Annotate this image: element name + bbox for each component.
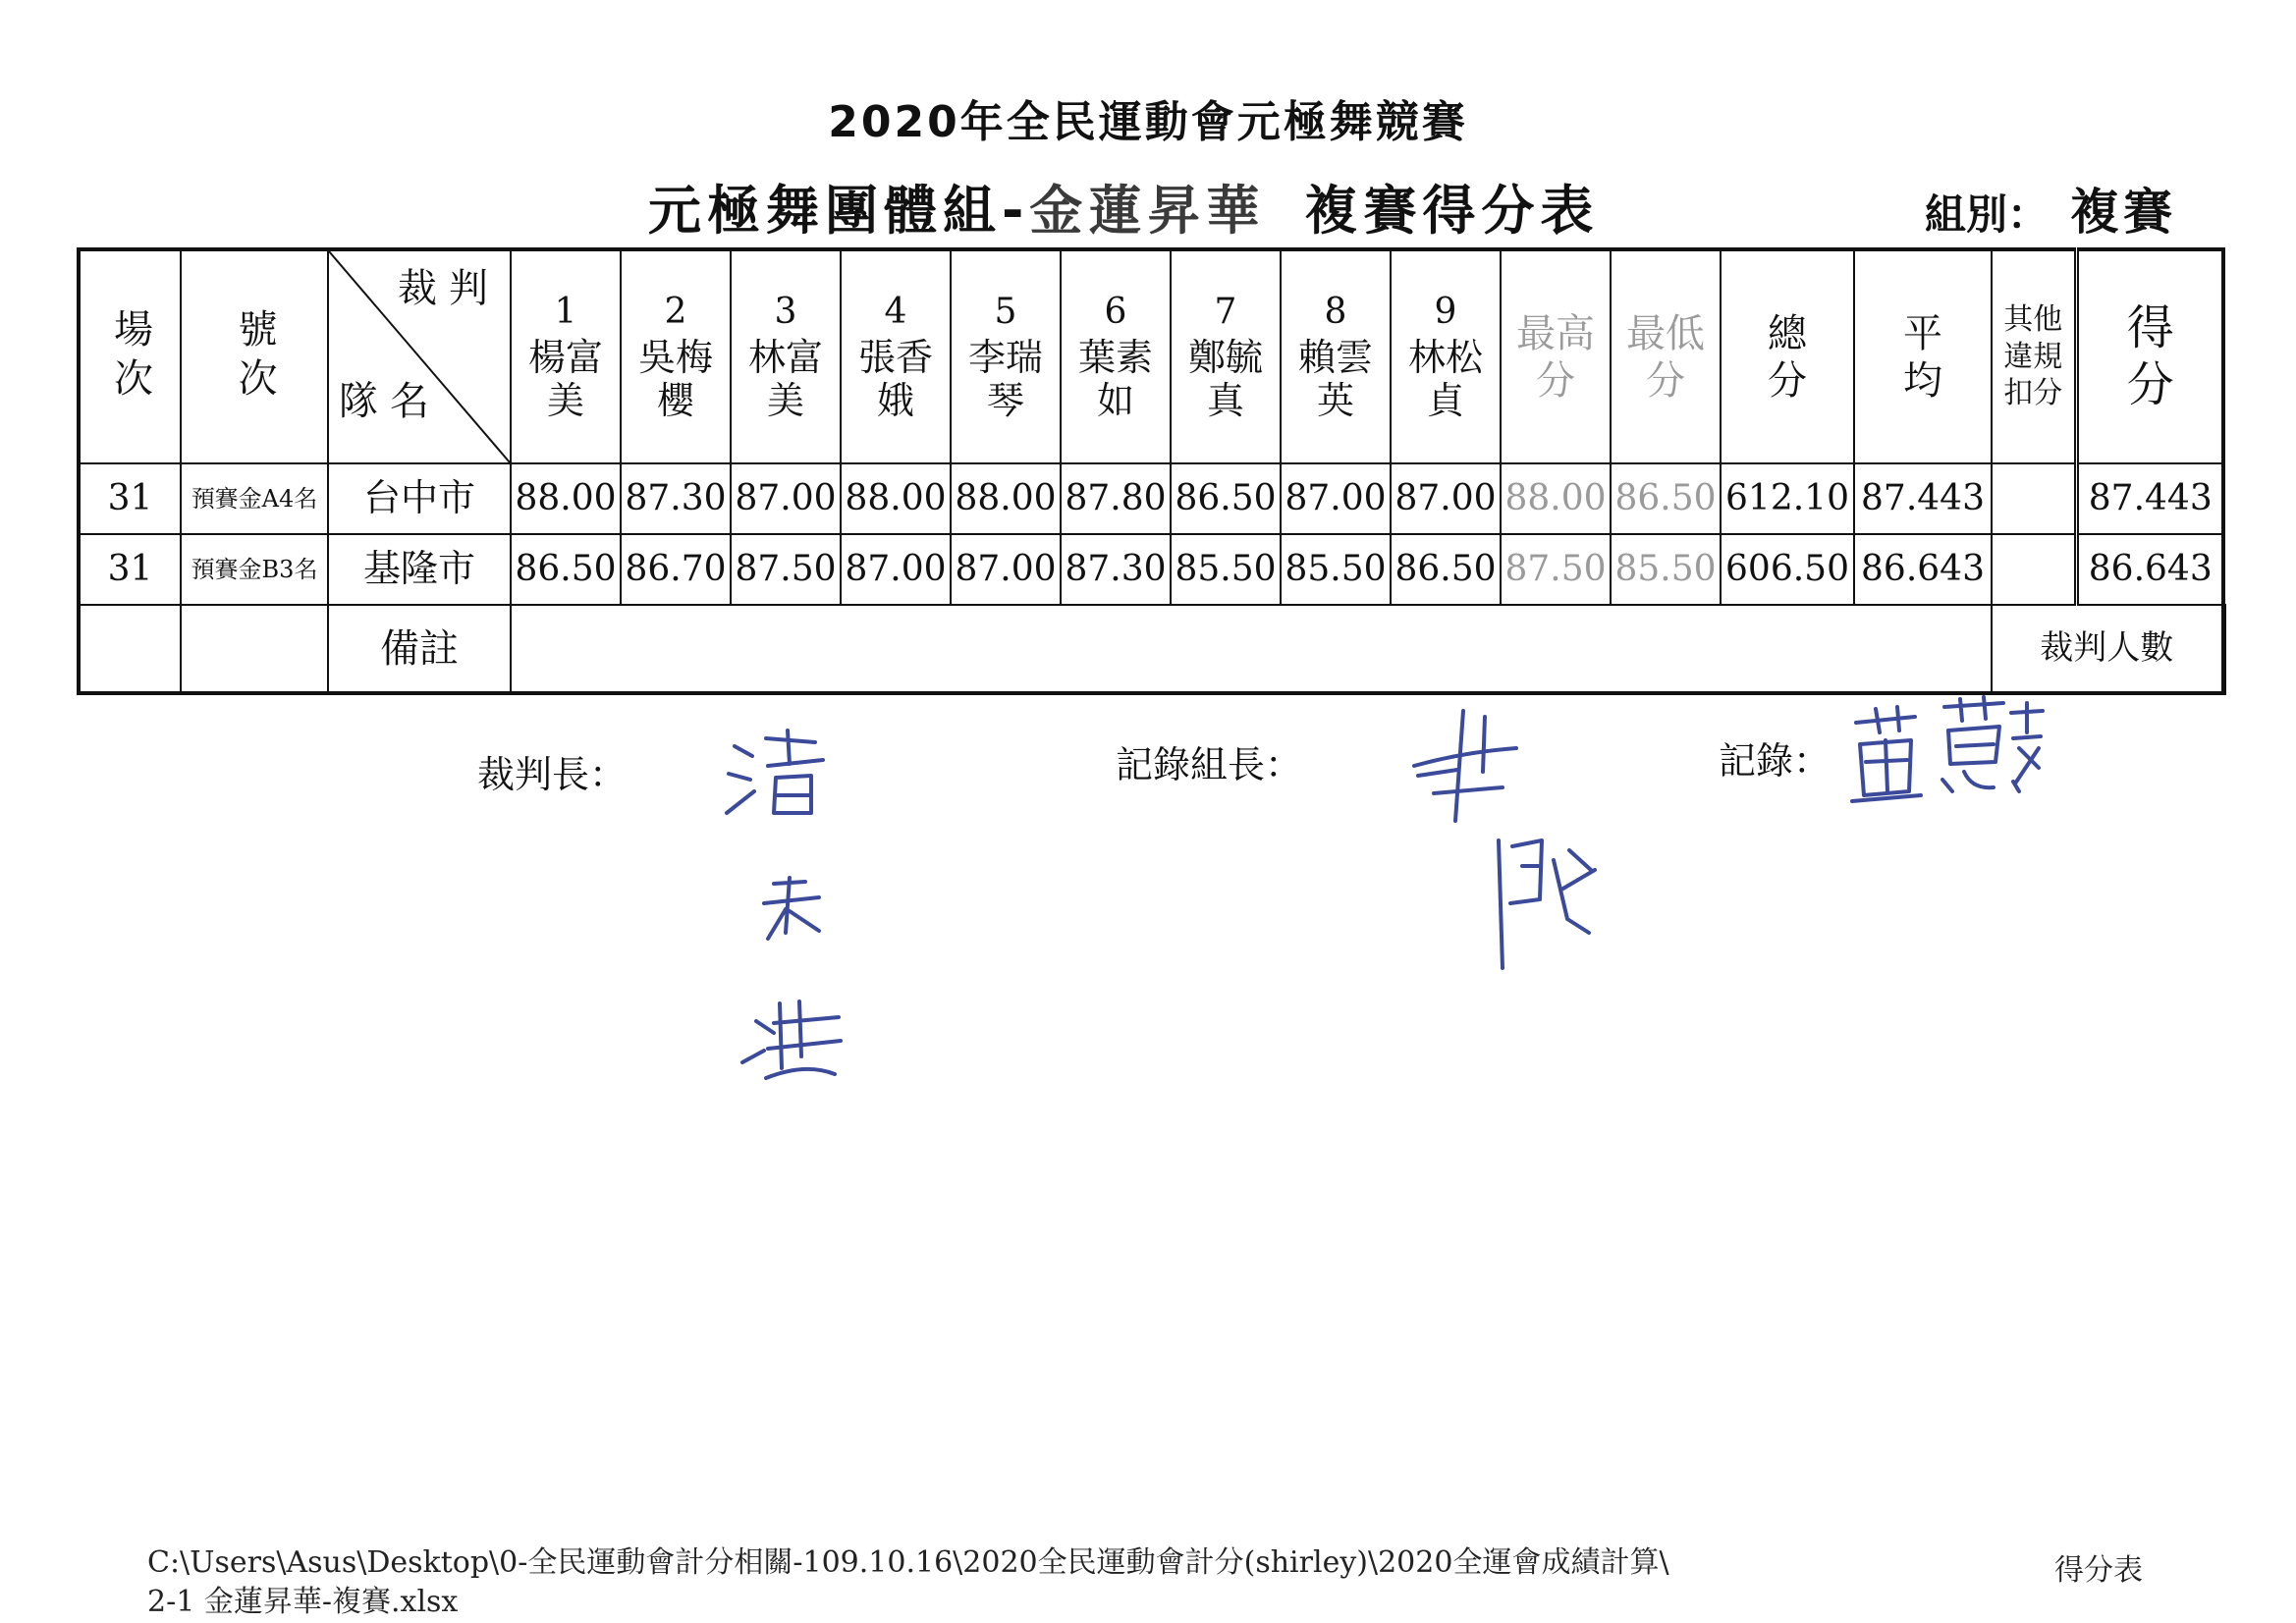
cell-score-9: 86.50: [1391, 534, 1501, 605]
header-judge-label: 裁判: [398, 266, 500, 311]
remark-label: 備註: [328, 605, 511, 693]
document-subtitle: [648, 169, 1599, 244]
cell-penalty: [1992, 534, 2076, 605]
cell-lowest: 86.50: [1611, 463, 1721, 534]
score-table: [77, 247, 2225, 695]
header-round: 場次: [79, 249, 181, 463]
table-row: [79, 534, 2223, 605]
judge-number: 8: [1324, 292, 1347, 333]
header-highest: [1501, 249, 1611, 463]
judge-name: 張香娥: [857, 336, 933, 423]
cell-team: 基隆市: [328, 534, 511, 605]
cell-number: 預賽金A4名: [181, 463, 328, 534]
judge-name: 吳梅櫻: [637, 336, 713, 423]
footer-path-line2: 2-1 金蓮昇華-複賽.xlsx: [147, 1585, 459, 1619]
cell-score-2: 86.70: [621, 534, 731, 605]
header-lowest: [1611, 249, 1721, 463]
header-number: 號次: [181, 249, 328, 463]
subtitle-highlight: 金蓮昇華: [1029, 180, 1266, 242]
header-total: [1721, 249, 1854, 463]
judge-number: 1: [554, 292, 577, 333]
cell-score-5: 88.00: [951, 463, 1061, 534]
header-judge-2: [621, 249, 731, 463]
group-value: 複賽: [2070, 184, 2177, 241]
header-row: [79, 249, 2223, 463]
cell-average: 87.443: [1854, 463, 1992, 534]
judge-name: 葉素如: [1077, 336, 1153, 423]
judge-name: 楊富美: [527, 336, 603, 423]
header-average: [1854, 249, 1992, 463]
cell-total: 612.10: [1721, 463, 1854, 534]
remark-empty-round: [79, 605, 181, 693]
remark-content: [511, 605, 1992, 693]
chief-judge-signature: [717, 717, 854, 1100]
cell-score-1: 86.50: [511, 534, 621, 605]
cell-score-9: 87.00: [1391, 463, 1501, 534]
document-title: 2020年全民運動會元極舞競賽: [828, 97, 1468, 147]
recorder-signature: [1846, 693, 2052, 811]
header-highest-label: 最高分: [1516, 310, 1595, 404]
header-judge-1: [511, 249, 621, 463]
header-score-label: 得分: [2126, 299, 2174, 412]
judge-name: 賴雲英: [1297, 336, 1373, 423]
judge-count-label: 裁判人數: [1992, 605, 2223, 693]
cell-highest: 88.00: [1501, 463, 1611, 534]
cell-score-5: 87.00: [951, 534, 1061, 605]
cell-score-7: 85.50: [1171, 534, 1281, 605]
record-leader-signature: [1394, 693, 1611, 988]
header-team-label: 隊名: [339, 379, 441, 424]
header-penalty-label: 其他違規扣分: [2003, 302, 2063, 411]
recorder-label: 記錄：: [1719, 739, 1831, 783]
cell-score-6: 87.80: [1061, 463, 1171, 534]
header-judge-9: [1391, 249, 1501, 463]
header-judge-4: [841, 249, 951, 463]
cell-team: 台中市: [328, 463, 511, 534]
judge-name: 李瑞琴: [967, 336, 1043, 423]
header-lowest-label: 最低分: [1626, 310, 1705, 404]
cell-round: 31: [79, 534, 181, 605]
cell-score-7: 86.50: [1171, 463, 1281, 534]
cell-score-4: 88.00: [841, 463, 951, 534]
header-judge-team: [328, 249, 511, 463]
header-score: [2076, 249, 2223, 463]
judge-number: 6: [1104, 292, 1127, 333]
cell-average: 86.643: [1854, 534, 1992, 605]
judge-number: 3: [774, 292, 797, 333]
judge-name: 林富美: [747, 336, 823, 423]
header-total-label: 總分: [1768, 310, 1807, 404]
header-judge-8: [1281, 249, 1391, 463]
cell-total: 606.50: [1721, 534, 1854, 605]
judge-number: 2: [664, 292, 687, 333]
cell-final-score: 86.643: [2076, 534, 2223, 605]
cell-score-4: 87.00: [841, 534, 951, 605]
cell-score-6: 87.30: [1061, 534, 1171, 605]
cell-round: 31: [79, 463, 181, 534]
judge-number: 5: [994, 292, 1017, 333]
cell-number: 預賽金B3名: [181, 534, 328, 605]
group-label: 組別：: [1925, 190, 2050, 239]
cell-lowest: 85.50: [1611, 534, 1721, 605]
footer-sheet-name: 得分表: [2054, 1553, 2143, 1588]
cell-penalty: [1992, 463, 2076, 534]
header-judge-3: [731, 249, 841, 463]
cell-score-3: 87.50: [731, 534, 841, 605]
judge-name: 鄭毓真: [1187, 336, 1263, 423]
judge-number: 7: [1214, 292, 1237, 333]
cell-score-1: 88.00: [511, 463, 621, 534]
footer-path-line1: C:\Users\Asus\Desktop\0-全民運動會計分相關-109.10.16\2020全民運動會計分(shirley)\2020全運會成績計算\: [147, 1545, 1669, 1580]
judge-number: 4: [884, 292, 907, 333]
judge-number: 9: [1434, 292, 1457, 333]
cell-score-8: 85.50: [1281, 534, 1391, 605]
header-average-label: 平均: [1903, 310, 1942, 404]
record-leader-label: 記錄組長：: [1116, 743, 1303, 786]
cell-score-2: 87.30: [621, 463, 731, 534]
remark-empty-number: [181, 605, 328, 693]
header-judge-6: [1061, 249, 1171, 463]
cell-score-8: 87.00: [1281, 463, 1391, 534]
cell-highest: 87.50: [1501, 534, 1611, 605]
chief-judge-label: 裁判長：: [477, 753, 628, 796]
header-judge-7: [1171, 249, 1281, 463]
subtitle-suffix: 複賽得分表: [1304, 180, 1600, 242]
cell-score-3: 87.00: [731, 463, 841, 534]
subtitle-prefix: 元極舞團體組-: [648, 180, 1030, 242]
table-row: [79, 463, 2223, 534]
header-penalty: [1992, 249, 2076, 463]
cell-final-score: 87.443: [2076, 463, 2223, 534]
header-judge-5: [951, 249, 1061, 463]
judge-name: 林松貞: [1407, 336, 1483, 423]
remark-row: [79, 605, 2223, 693]
group-info: [1925, 173, 2176, 243]
